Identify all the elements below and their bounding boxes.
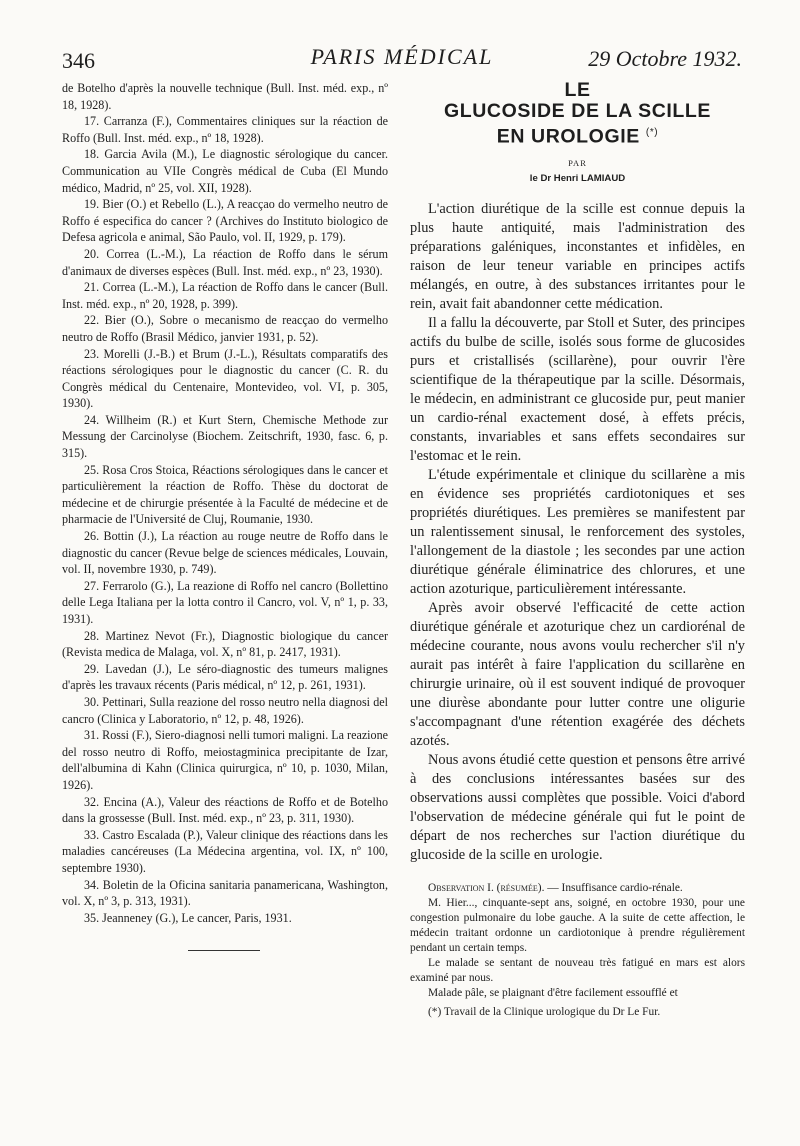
- reference-item: 21. Correa (L.-M.), La réaction de Roffo dans le cancer (Bull. Inst. méd. exp., nº 20, 1928, p. 399).: [62, 280, 388, 311]
- reference-item: 19. Bier (O.) et Rebello (L.), A reacçao do vermelho neutro de Roffo é especifica do cancer ? (Archives do Instituto biologico de Defesa agricola e animal, São Paulo, vol. II, 1929, p. 179).: [62, 197, 388, 245]
- author-name: le Dr Henri LAMIAUD: [529, 172, 626, 184]
- reference-item: 26. Bottin (J.), La réaction au rouge neutre de Roffo dans le diagnostic du cancer (Revue belge de sciences médicales, Louvain, vol. II, novembre 1930, p. 749).: [62, 529, 388, 577]
- reference-item: 25. Rosa Cros Stoica, Réactions sérologiques dans le cancer et particulièrement la réaction de Roffo. Thèse du doctorat de médecine et de chirurgie présentée à la Faculté de médecine et de pharmacie de l'Université de Cluj, Roumanie, 1930.: [62, 462, 388, 527]
- reference-item: 31. Rossi (F.), Siero-diagnosi nelli tumori maligni. La reazione del rosso neutro di Roffo, meiostagminica precipitante de Izar, dell'albumina di Kahn (Clinica quirurgica, nº 10, p. 1030, Milan, 1926).: [62, 728, 389, 792]
- title-line: GLUCOSIDE DE LA SCILLE: [443, 100, 712, 122]
- reference-item: 23. Morelli (J.-B.) et Brum (J.-L.), Résultats comparatifs des réactions sérologiques pour le diagnostic du cancer (C. R. du Congrès médical du Centenaire, Montevideo, vol. VI, p. 305, 1930).: [62, 346, 388, 411]
- reference-item: 17. Carranza (F.), Commentaires cliniques sur la réaction de Roffo (Bull. Inst. méd. exp., nº 18, 1928).: [62, 114, 388, 145]
- observation-paragraph: M. Hier..., cinquante-sept ans, soigné, en octobre 1930, pour une congestion pulmonaire du lobe gauche. A la suite de cette affection, le médecin traitant ordonne un cardiotonique à prendre régulièrement pendant un certain temps.: [410, 896, 745, 954]
- reference-item: 34. Boletin de la Oficina sanitaria panamericana, Washington, vol. X, nº 3, p. 313, 1931).: [62, 877, 388, 909]
- article-column: [410, 80, 745, 1020]
- observation-title: — Insuffisance cardio-rénale.: [544, 881, 683, 894]
- reference-item: 27. Ferrarolo (G.), La reazione di Roffo nel cancro (Bollettino delle Lega Italiana per la lotta contro il Cancro, vol. V, nº 1, p. 33, 1931).: [62, 578, 388, 626]
- body-paragraph: Après avoir observé l'efficacité de cette action diurétique générale et azoturique chez un cardiorénal de médecine courante, nous avons voulu rechercher s'il n'y aurait pas intérêt à faire l'application du scillarène en chirurgie urinaire, où il est souvent indiqué de provoquer une diurèse abondante pour lutter contre une oligurie s'accompagnant d'une rétention exagérée des déchets azotés.: [410, 599, 745, 749]
- observation-paragraph: Malade pâle, se plaignant d'être facilement essoufflé et: [428, 986, 678, 999]
- body-paragraph: L'action diurétique de la scille est connue depuis la plus haute antiquité, mais l'administration des préparations galéniques, inconstantes et infidèles, en raison de leur teneur variable en principes actifs mélangés, en outre, à des substances irritantes pour le rein, avait fait abandonner cette médication.: [410, 200, 745, 312]
- observation-section: [410, 881, 745, 1020]
- reference-item: 18. Garcia Avila (M.), Le diagnostic sérologique du cancer. Communication au VIIe Congrès médical de Cuba (El Mundo médico, Madrid, nº 25, vol. XII, 1928).: [62, 147, 388, 195]
- reference-item: 28. Martinez Nevot (Fr.), Diagnostic biologique du cancer (Revista medica de Malaga, vol. X, nº 81, p. 2417, 1931).: [62, 628, 388, 660]
- reference-item: 32. Encina (A.), Valeur des réactions de Roffo et de Botelho dans la grossesse (Bull. Inst. méd. exp., nº 23, p. 311, 1930).: [62, 794, 388, 826]
- reference-item: 22. Bier (O.), Sobre o mecanismo de reacçao do vermelho neutro de Roffo (Brasil Médico, janvier 1931, p. 52).: [62, 313, 388, 344]
- observation-label: Observation I. (résumée).: [428, 881, 545, 894]
- title-line: LE: [564, 79, 591, 101]
- body-paragraph: Il a fallu la découverte, par Stoll et Suter, des principes actifs du bulbe de scille, isolés sous forme de glucosides purs et cristallisés (scillarène), pour ouvrir l'ère scientifique de la thérapeutique par la scille. Désormais, le médecin, en administrant ce glucoside pur, peut manier un cardio-rénal exactement dosé, à effets précis, constants, invariables et sans effets secondaires sur l'estomac et le rein.: [410, 314, 745, 464]
- body-paragraph: L'étude expérimentale et clinique du scillarène a mis en évidence ses propriétés cardiotoniques et ses propriétés diurétiques. Les premières se manifestent par un ralentissement sinusal, le renforcement des systoles, l'allongement de la diastole ; les secondes par une action diurétique générale éliminatrice des chlorures, et une action azoturique, particulièrement intéressante.: [410, 466, 745, 597]
- issue-date: 29 Octobre 1932.: [588, 46, 742, 71]
- references-column: [62, 80, 388, 951]
- title-line: [410, 122, 745, 148]
- reference-item: de Botelho d'après la nouvelle technique (Bull. Inst. méd. exp., nº 18, 1928).: [62, 81, 388, 112]
- footnote: (*) Travail de la Clinique urologique du Dr Le Fur.: [428, 1005, 661, 1018]
- reference-item: 24. Willheim (R.) et Kurt Stern, Chemische Methode zur Messung der Carcinolyse (Biochem. Zeitschrift, 1930, fasc. 6, p. 315).: [62, 412, 388, 461]
- byline-par: PAR: [568, 157, 587, 168]
- section-divider: [188, 950, 260, 951]
- observation-paragraph: Le malade se sentant de nouveau très fatigué en mars est alors examiné par nous.: [410, 956, 745, 984]
- reference-item: 20. Correa (L.-M.), La réaction de Roffo dans le sérum d'animaux de diverses espèces (Bull. Inst. méd. exp., nº 23, 1930).: [62, 246, 388, 278]
- article-title: [410, 80, 745, 148]
- reference-item: 29. Lavedan (J.), Le séro-diagnostic des tumeurs malignes d'après les travaux récents (Paris médical, nº 12, p. 261, 1931).: [62, 661, 388, 693]
- page-number: 346: [62, 48, 95, 73]
- footnote-mark: (*): [645, 127, 659, 138]
- reference-item: 35. Jeanneney (G.), Le cancer, Paris, 1931.: [84, 910, 292, 925]
- article-body: [410, 200, 745, 865]
- reference-item: 30. Pettinari, Sulla reazione del rosso neutro nella diagnosi del cancro (Clinica y Laboratorio, nº 12, p. 48, 1926).: [62, 694, 388, 726]
- journal-title: PARIS MÉDICAL: [310, 44, 494, 69]
- body-paragraph: Nous avons étudié cette question et pensons être arrivé à des conclusions intéressantes basées sur des observations aussi complètes que possible. Voici d'abord l'observation de médecine générale qui fut le point de départ de nos recherches sur l'action diurétique du glucoside de la scille en urologie.: [410, 751, 745, 863]
- reference-item: 33. Castro Escalada (P.), Valeur clinique des réactions dans les maladies cancéreuses (La Médecina argentina, vol. IX, nº 100, septembre 1930).: [62, 827, 388, 875]
- title-text: EN UROLOGIE: [496, 125, 640, 148]
- observation-heading: [410, 881, 745, 896]
- page-header: [62, 40, 742, 74]
